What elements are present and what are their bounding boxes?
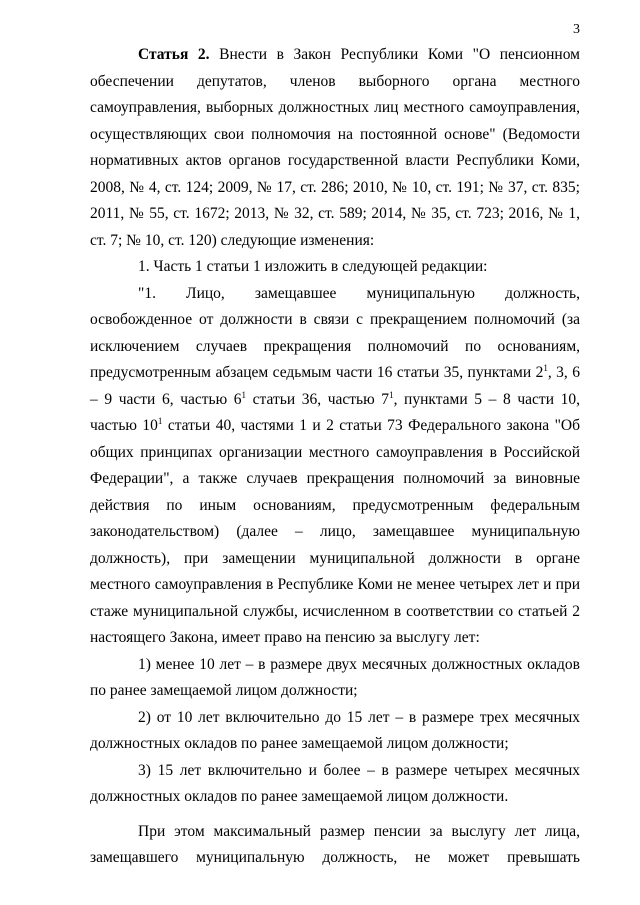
superscript-3: 1 (389, 389, 394, 400)
article-intro-text: Внести в Закон Республики Коми "О пенсионном обеспечении депутатов, членов выборного органа местного самоуправления, выборных должностных лиц местного самоуправления, осуществляющих свои полномочия на постоянной основе" (Ведомости нормативных актов органов государственной власти Республики Коми, 2008, № 4, ст. 124; 2009, № 17, ст. 286; 2010, № 10, ст. 191; № 37, ст. 835; 2011, № 55, ст. 1672; 2013, № 32, ст. 589; 2014, № 35, ст. 723; 2016, № 1, ст. 7; № 10, ст. 120) следующие изменения: (90, 46, 580, 249)
page-number: 3 (573, 22, 580, 37)
superscript-4: 1 (157, 415, 163, 426)
quote-text-4: , пунктами 5 – 8 части 10, частью 10 (90, 390, 580, 434)
quote-text-3: статьи 36, частью 7 (246, 390, 390, 408)
quote-text-5: статьи 40, частями 1 и 2 статьи 73 Федерального закона "Об общих принципах организации местного самоуправления в Российской Федерации", а также случаев прекращения полномочий за виновные действия по иным основаниям, предусмотренным федеральным законодательством) (далее – лицо, замещавшее муниципальную должность), при замещении муниципальной должности в органе местного самоуправления в Республике Коми не менее четырех лет и при стаже муниципальной службы, исчисленном в соответствии со статьей 2 настоящего Закона, имеет право на пенсию за выслугу лет: (90, 417, 581, 646)
quoted-part-1-paragraph (90, 281, 580, 652)
quote-text-1: "1. Лицо, замещавшее муниципальную должность, освобожденное от должности в связи с прекращением полномочий (за исключением случаев прекращения полномочий по основаниям, предусмотренным абзацем седьмым части 16 статьи 35, пунктами 2 (90, 284, 580, 381)
article-2-paragraph (90, 42, 580, 254)
superscript-1: 1 (543, 362, 548, 373)
closing-paragraph: При этом максимальный размер пенсии за выслугу лет лица, замещавшего муниципальную должность, не может превышать (90, 822, 580, 866)
list-item-2: 2) от 10 лет включительно до 15 лет – в размере трех месячных должностных окладов по ранее замещаемой лицом должности; (90, 708, 580, 752)
list-item-3: 3) 15 лет включительно и более – в размере четырех месячных должностных окладов по ранее замещаемой лицом должности. (90, 761, 580, 805)
article-label: Статья 2. (138, 46, 210, 63)
document-body (90, 42, 580, 872)
list-item-1: 1) менее 10 лет – в размере двух месячных должностных окладов по ранее замещаемой лицом должности; (90, 655, 580, 699)
superscript-2: 1 (241, 389, 247, 400)
item-1-paragraph: 1. Часть 1 статьи 1 изложить в следующей редакции: (138, 258, 488, 275)
quote-text-2: , 3, 6 – 9 части 6, частью 6 (90, 364, 580, 408)
